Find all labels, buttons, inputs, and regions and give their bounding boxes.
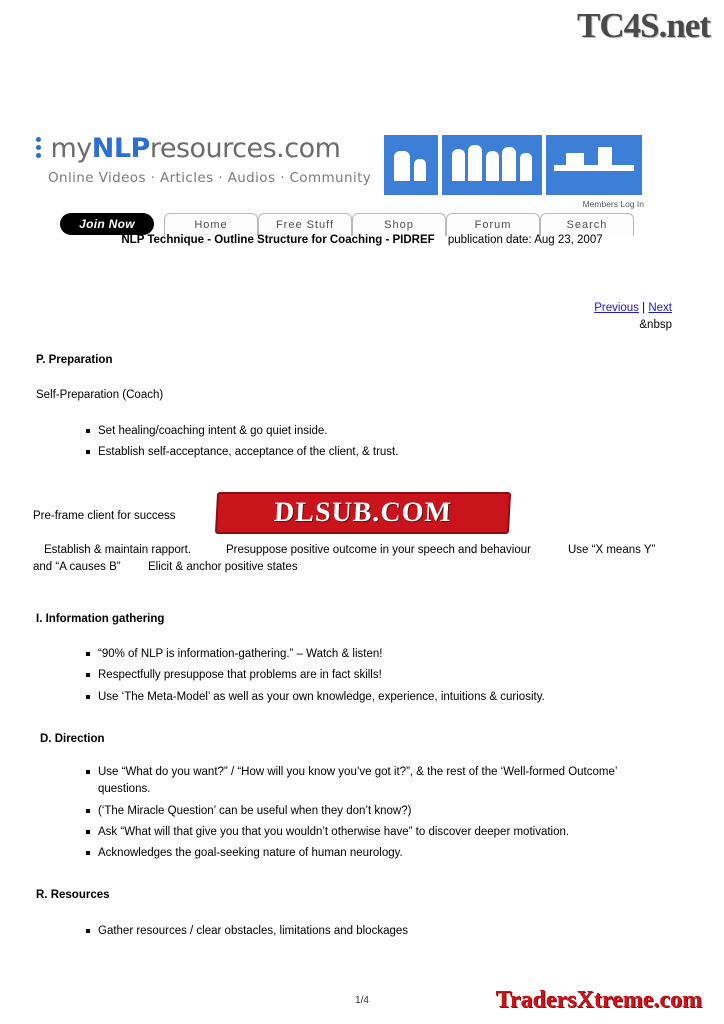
list-item: (‘The Miracle Question’ can be useful when they don’t know?)	[84, 803, 649, 820]
list-resources	[84, 923, 644, 944]
banner-images	[384, 135, 644, 197]
list-item: Gather resources / clear obstacles, limitations and blockages	[84, 923, 644, 940]
pager-divider: |	[642, 302, 646, 314]
list-item: Set healing/coaching intent & go quiet inside.	[84, 423, 644, 440]
text-preframe-x-means-y: Use “X means Y”	[568, 544, 656, 556]
members-login-link[interactable]: Members Log In	[582, 199, 644, 209]
pager-nbsp-text: &nbsp	[639, 319, 672, 331]
nav-item-search[interactable]: Search	[540, 213, 634, 236]
document-title-line	[0, 234, 724, 246]
page-title: NLP Technique - Outline Structure for Coaching - PIDREF	[121, 234, 435, 246]
logo-text-post: resources.com	[149, 133, 341, 164]
join-now-button[interactable]: Join Now	[60, 213, 154, 235]
tc4s-watermark: TC4S.net	[577, 6, 710, 45]
banner-image-3	[546, 135, 642, 195]
text-preframe-presuppose: Presuppose positive outcome in your speech and behaviour	[226, 544, 531, 556]
heading-resources: R. Resources	[36, 889, 110, 901]
nav-item-forum[interactable]: Forum	[446, 213, 540, 236]
previous-link[interactable]: Previous	[594, 302, 639, 314]
heading-information-gathering: I. Information gathering	[36, 613, 165, 625]
banner-image-2	[442, 135, 542, 195]
heading-direction: D. Direction	[40, 733, 105, 745]
list-item: Ask “What will that give you that you wouldn’t otherwise have” to discover deeper motivation.	[84, 824, 649, 841]
next-link[interactable]: Next	[648, 302, 672, 314]
list-information-gathering	[84, 646, 654, 710]
text-preframe-anchor-states: Elicit & anchor positive states	[148, 561, 298, 573]
list-item: Respectfully presuppose that problems are in fact skills!	[84, 667, 654, 684]
logo-tagline: Online Videos · Articles · Audios · Community	[48, 170, 372, 186]
dlsub-watermark: DLSUB.COM	[215, 492, 511, 534]
list-direction	[84, 764, 649, 866]
banner-image-1	[384, 135, 438, 195]
list-item: “90% of NLP is information-gathering.” – Watch & listen!	[84, 646, 654, 663]
tradersxtreme-watermark: TradersXtreme.com	[495, 987, 702, 1013]
logo-dots-icon	[36, 137, 46, 161]
logo-text-mid: NLP	[91, 133, 150, 164]
nav-item-shop[interactable]: Shop	[352, 213, 446, 236]
site-header	[36, 133, 646, 238]
logo-text-pre: my	[50, 133, 92, 164]
text-preframe-a-causes-b: and “A causes B”	[33, 561, 121, 573]
publication-date: publication date: Aug 23, 2007	[447, 234, 603, 246]
site-logo[interactable]	[36, 133, 381, 186]
nav-item-home[interactable]: Home	[164, 213, 258, 236]
page-number: 1/4	[355, 995, 369, 1006]
heading-preparation: P. Preparation	[36, 354, 113, 366]
list-item: Acknowledges the goal-seeking nature of human neurology.	[84, 845, 649, 862]
list-item: Use “What do you want?” / “How will you know you’ve got it?”, & the rest of the ‘Well-formed Outcome’ questions.	[84, 764, 649, 799]
text-self-preparation: Self-Preparation (Coach)	[36, 389, 164, 401]
list-item: Use ‘The Meta-Model’ as well as your own knowledge, experience, intuitions & curiosity.	[84, 689, 654, 706]
list-item: Establish self-acceptance, acceptance of the client, & trust.	[84, 444, 644, 461]
nav-item-free-stuff[interactable]: Free Stuff	[258, 213, 352, 236]
text-preframe-label: Pre-frame client for success	[33, 510, 176, 522]
list-preparation	[84, 423, 644, 466]
pager	[594, 302, 672, 331]
logo-wordmark	[50, 133, 340, 164]
text-preframe-rapport: Establish & maintain rapport.	[44, 544, 192, 556]
